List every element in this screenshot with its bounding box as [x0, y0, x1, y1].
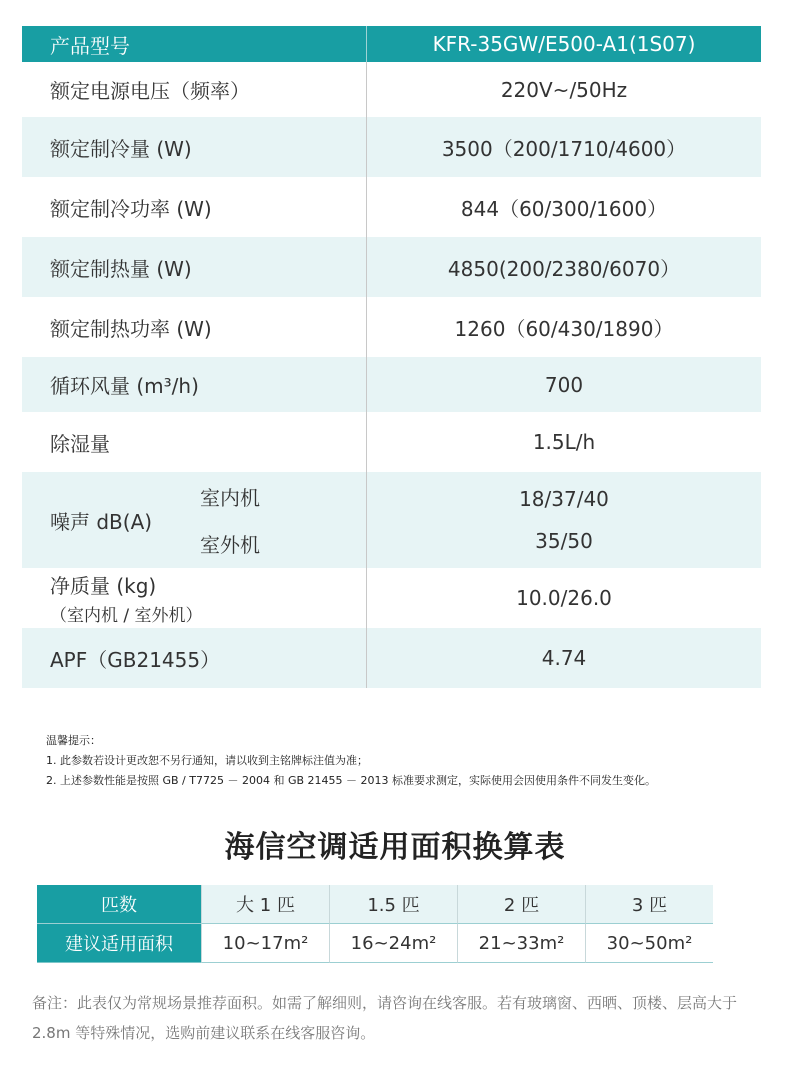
- tips-line-2: 2. 上述参数性能是按照 GB / T7725 － 2004 和 GB 21455 － 2013 标准要求测定，实际使用会因使用条件不同发生变化。: [46, 774, 656, 787]
- outdoor-value: 35/50: [535, 529, 593, 553]
- apf-label: APF（GB21455）: [22, 628, 367, 688]
- indoor-value: 18/37/40: [519, 487, 609, 511]
- hp-header: 匹数: [37, 885, 201, 924]
- table-row: [22, 412, 761, 472]
- outdoor-label: 室外机: [200, 533, 260, 557]
- table-row: [22, 117, 761, 177]
- row-value: 4850(200/2380/6070）: [367, 237, 762, 297]
- area-header: 建议适用面积: [37, 924, 201, 963]
- row-label: 额定制冷功率 (W): [50, 196, 212, 221]
- weight-sublabel: （室内机 / 室外机）: [50, 606, 203, 626]
- table-row: [22, 62, 761, 117]
- spec-header-row: [22, 26, 761, 62]
- indoor-label: 室内机: [200, 486, 260, 510]
- hp-cell: 2 匹: [457, 885, 585, 924]
- spec-table: [22, 26, 761, 688]
- area-table: [37, 885, 713, 963]
- table-row: [22, 177, 761, 237]
- apf-value: 4.74: [367, 628, 762, 688]
- row-value: 3500（200/1710/4600）: [367, 117, 762, 177]
- row-value: 220V~/50Hz: [367, 62, 762, 117]
- row-label: 额定电源电压（频率）: [50, 79, 250, 103]
- hp-cell: 1.5 匹: [329, 885, 457, 924]
- noise-label: 噪声 dB(A): [50, 509, 153, 534]
- row-label: 循环风量 (m³/h): [22, 357, 367, 412]
- hp-row: [37, 885, 713, 924]
- row-label: 除湿量: [50, 431, 110, 456]
- noise-row: [22, 472, 761, 568]
- apf-row: [22, 628, 761, 688]
- model-label: 产品型号: [22, 26, 367, 62]
- weight-row: [22, 568, 761, 628]
- row-label: 额定制冷量 (W): [22, 117, 367, 177]
- hp-cell: 大 1 匹: [201, 885, 329, 924]
- table-row: [22, 237, 761, 297]
- row-label: 额定制热功率 (W): [50, 316, 212, 341]
- weight-label: 净质量 (kg): [50, 574, 157, 598]
- row-value: 1260（60/430/1890）: [367, 297, 762, 357]
- row-label: 额定制热量 (W): [22, 237, 367, 297]
- footnote: 备注：此表仅为常规场景推荐面积。如需了解细则，请咨询在线客服。若有玻璃窗、西晒、顶楼、层高大于 2.8m 等特殊情况，选购前建议联系在线客服咨询。: [32, 994, 738, 1042]
- row-value: 844（60/300/1600）: [367, 177, 762, 237]
- table-row: [22, 297, 761, 357]
- row-value: 1.5L/h: [367, 412, 762, 472]
- area-cell: 10~17m²: [201, 924, 329, 963]
- area-cell: 21~33m²: [457, 924, 585, 963]
- table-row: [22, 357, 761, 412]
- tips-block: [46, 731, 656, 791]
- tips-title: 温馨提示：: [46, 734, 101, 747]
- tips-line-1: 1. 此参数若设计更改恕不另行通知，请以收到主铭牌标注值为准；: [46, 754, 368, 767]
- area-cell: 30~50m²: [585, 924, 713, 963]
- model-value: KFR-35GW/E500-A1(1S07): [367, 26, 762, 62]
- weight-value: 10.0/26.0: [367, 568, 762, 628]
- row-value: 700: [367, 357, 762, 412]
- area-row: [37, 924, 713, 963]
- area-table-title: 海信空调适用面积换算表: [224, 830, 566, 865]
- area-cell: 16~24m²: [329, 924, 457, 963]
- hp-cell: 3 匹: [585, 885, 713, 924]
